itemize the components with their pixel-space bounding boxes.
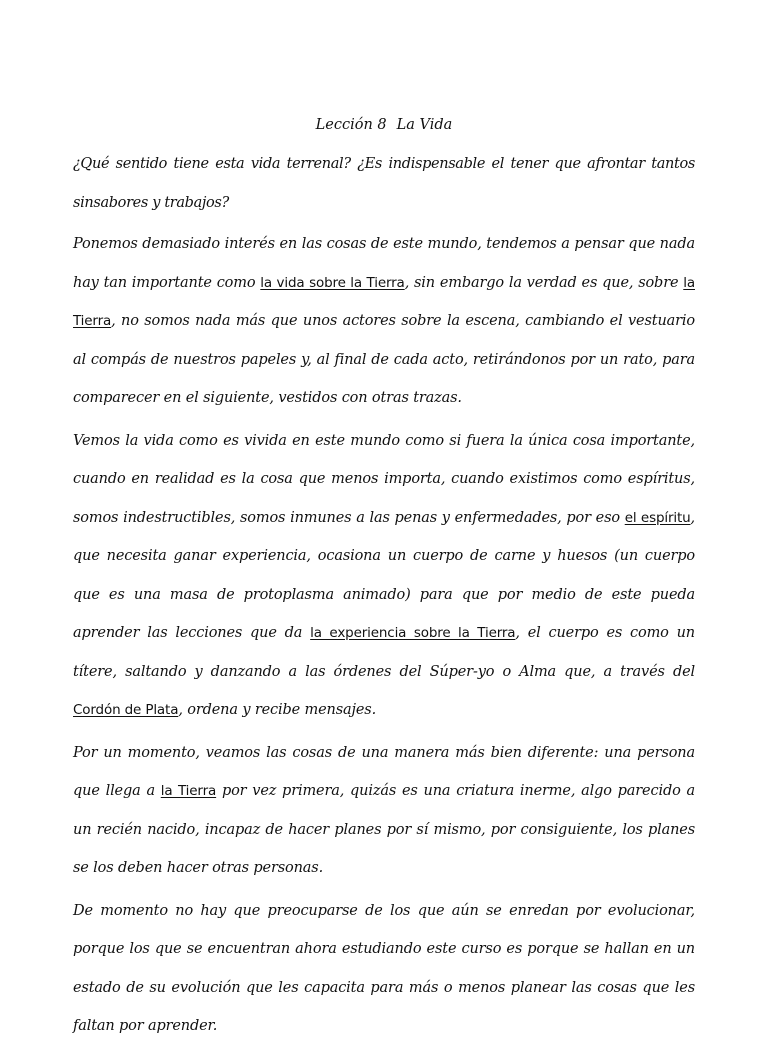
paragraph-2 (73, 422, 695, 730)
underlined-term-experiencia: la experiencia sobre la Tierra (310, 625, 516, 641)
paragraph-1-text-3: , no somos nada más que unos actores sobre la escena, cambiando el vestuario al compás de nuestros papeles y, al final de cada acto, retirándonos por un rato, para comparecer en el siguiente, vestidos con otras trazas. (73, 313, 695, 406)
paragraph-4: De momento no hay que preocuparse de los que aún se enredan por evolucionar, porque los que se encuentran ahora estudiando este curso es porque se hallan en un estado de su evolución que les capacita para más o menos planear las cosas que les faltan por aprender. (73, 902, 695, 1034)
title-lesson-name: La Vida (396, 117, 453, 133)
underlined-term-tierra-2: la Tierra (160, 783, 217, 799)
paragraph-3-text-2: por vez primera, quizás es una criatura inerme, algo parecido a un recién nacido, incapaz de hacer planes por sí mismo, por consiguiente, los planes se los deben hacer otras personas. (73, 783, 695, 876)
title-lesson-number: Lección 8 (315, 117, 387, 133)
intro-question: ¿Qué sentido tiene esta vida terrenal? ¿Es indispensable el tener que afrontar tantos sinsabores y trabajos? (73, 156, 695, 211)
underlined-term-tierra: la Tierra (73, 274, 695, 329)
paragraph-2-text-1: Vemos la vida como es vivida en este mundo como si fuera la única cosa importante, cuando en realidad es la cosa que menos importa, cuando existimos como espíritus, somos indestructibles, somos inmunes a las penas y enfermedades, por eso (73, 432, 695, 526)
underlined-term-vida-tierra: la vida sobre la Tierra (260, 274, 405, 291)
paragraph-2-text-2: , que necesita ganar experiencia, ocasiona un cuerpo de carne y huesos (un cuerpo que es una masa de protoplasma animado) para que por medio de este pueda aprender las lecciones que da (73, 509, 695, 641)
paragraph-2-text-3: , el cuerpo es como un títere, saltando y danzando a las órdenes del Súper-yo o Alma que, a través del (73, 625, 695, 680)
paragraph-2-text-4: , ordena y recibe mensajes. (178, 702, 377, 718)
paragraph-1 (73, 225, 695, 418)
document-content (73, 112, 695, 1050)
paragraph-3 (73, 734, 695, 888)
underlined-term-cordon-plata: Cordón de Plata (73, 702, 179, 718)
paragraph-3-text-1: Por un momento, veamos las cosas de una manera más bien diferente: una persona que llega a (73, 744, 695, 799)
page-title (73, 112, 695, 138)
paragraph-1-text-1: Ponemos demasiado interés en las cosas de este mundo, tendemos a pensar que nada hay tan importante como (73, 236, 695, 291)
paragraph-1-text-2: , sin embargo la verdad es que, sobre (404, 274, 684, 291)
underlined-term-espiritu: el espíritu (624, 509, 691, 526)
